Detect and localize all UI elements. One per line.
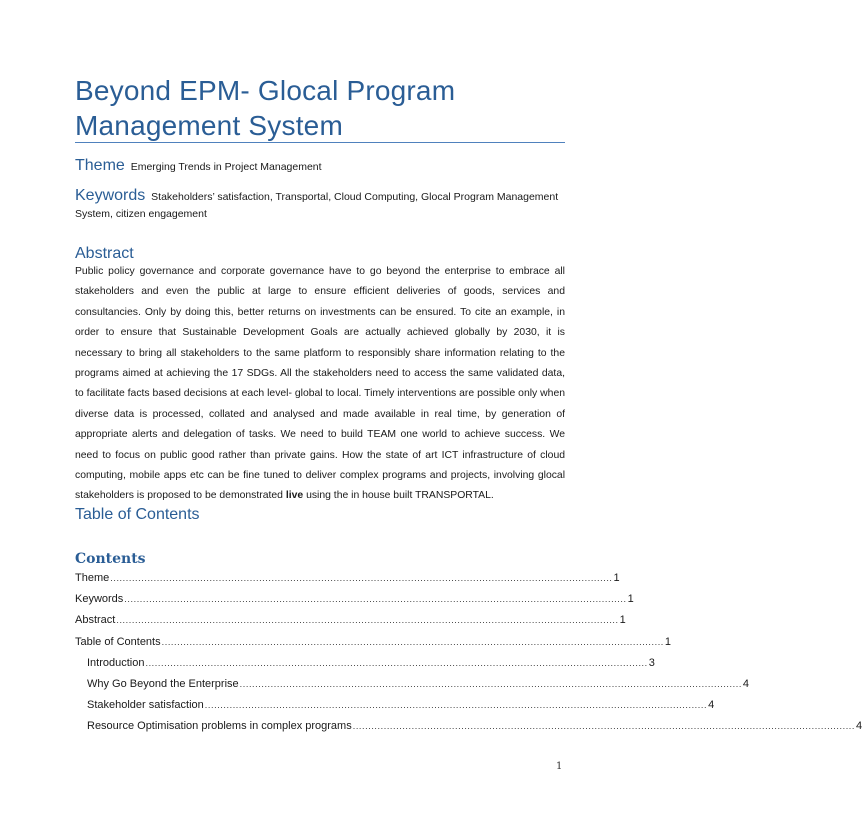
toc-entry-label: Resource Optimisation problems in complex programs — [87, 720, 352, 733]
toc-entry-label: Why Go Beyond the Enterprise — [87, 677, 239, 690]
theme-line — [75, 157, 567, 176]
document-title: Beyond EPM- Glocal Program Management System — [75, 75, 456, 141]
keywords-value-line2: System, citizen engagement — [75, 208, 207, 220]
toc-entry-label: Keywords — [75, 593, 124, 606]
toc-entry-label: Table of Contents — [75, 635, 161, 648]
keywords-line-2 — [75, 205, 567, 223]
toc-leader-dots: .................................................................................................................................................................. — [116, 615, 619, 626]
toc-entry-page: 4 — [856, 720, 862, 733]
theme-value: Emerging Trends in Project Management — [130, 161, 322, 173]
keywords-label: Keywords — [75, 187, 146, 204]
title-divider — [75, 142, 565, 143]
toc-entry-theme[interactable] — [75, 568, 620, 589]
toc-entry-stakeholder-satisfaction[interactable] — [75, 695, 715, 716]
toc-entry-keywords[interactable] — [75, 589, 634, 610]
toc-entry-label: Stakeholder satisfaction — [87, 699, 204, 712]
toc-entry-label: Theme — [75, 572, 110, 584]
toc-entry-why-go-beyond[interactable] — [75, 674, 750, 695]
table-of-contents — [75, 568, 862, 738]
toc-leader-dots: .................................................................................................................................................................. — [204, 700, 708, 711]
toc-leader-dots: .................................................................................................................................................................. — [110, 573, 613, 583]
toc-entry-page: 3 — [648, 656, 655, 669]
toc-entry-abstract[interactable] — [75, 610, 626, 631]
toc-entry-page: 1 — [627, 593, 634, 606]
toc-entry-page: 4 — [742, 677, 750, 690]
abstract-bold-word: live — [285, 490, 304, 502]
toc-entry-label: Abstract — [75, 614, 116, 627]
toc-entry-page: 1 — [613, 572, 620, 584]
theme-label: Theme — [75, 157, 125, 174]
toc-leader-dots: .................................................................................................................................................................. — [161, 636, 664, 647]
keywords-line — [75, 187, 567, 206]
toc-heading: Table of Contents — [75, 506, 200, 523]
abstract-text-end: using the in house built TRANSPORTAL. — [306, 490, 494, 502]
toc-leader-dots: .................................................................................................................................................................. — [352, 721, 855, 732]
toc-leader-dots: .................................................................................................................................................................. — [124, 594, 627, 605]
keywords-value-line1: Stakeholders’ satisfaction, Transportal, Cloud Computing, Glocal Program Management — [151, 191, 559, 203]
abstract-text: Public policy governance and corporate governance have to go beyond the enterprise to embrace all stakeholders and even the public at large to ensure efficient deliveries of goods, services and consultancies. Only by doing this, better returns on investments can be ensured. To cite an example, in order to ensure that Sustainable Development Goals are actually achieved globally by 2030, it is necessary to bring all stakeholders to the same platform to responsibly share information relating to the programs aimed at achieving the 17 SDGs. All the stakeholders need to access the same validated data, to facilitate facts based decisions at each level- global to local. Timely interventions are possible only when diverse data is processed, collated and analysed and made available in real time, by generation of appropriate alerts and delegation of tasks. We need to build TEAM one world to achieve success. We need to focus on public good rather than private gains. How the state of art ICT infrastructure of cloud computing, mobile apps etc can be fine tuned to deliver complex programs and projects, involving glocal stakeholders is proposed to be demonstrated — [75, 266, 565, 502]
toc-entry-introduction[interactable] — [75, 653, 655, 674]
toc-leader-dots: .................................................................................................................................................................. — [239, 678, 742, 689]
toc-entry-table-of-contents[interactable] — [75, 632, 672, 653]
toc-entry-page: 1 — [664, 635, 672, 648]
toc-leader-dots: .................................................................................................................................................................. — [145, 657, 648, 668]
toc-entry-label: Introduction — [87, 656, 145, 669]
toc-entry-page: 4 — [708, 699, 715, 712]
contents-heading: Contents — [75, 551, 146, 567]
toc-entry-resource-optimisation[interactable] — [75, 716, 862, 737]
abstract-paragraph — [75, 262, 565, 507]
abstract-heading: Abstract — [75, 245, 134, 262]
page-number: 1 — [556, 761, 563, 772]
toc-entry-page: 1 — [619, 614, 626, 627]
